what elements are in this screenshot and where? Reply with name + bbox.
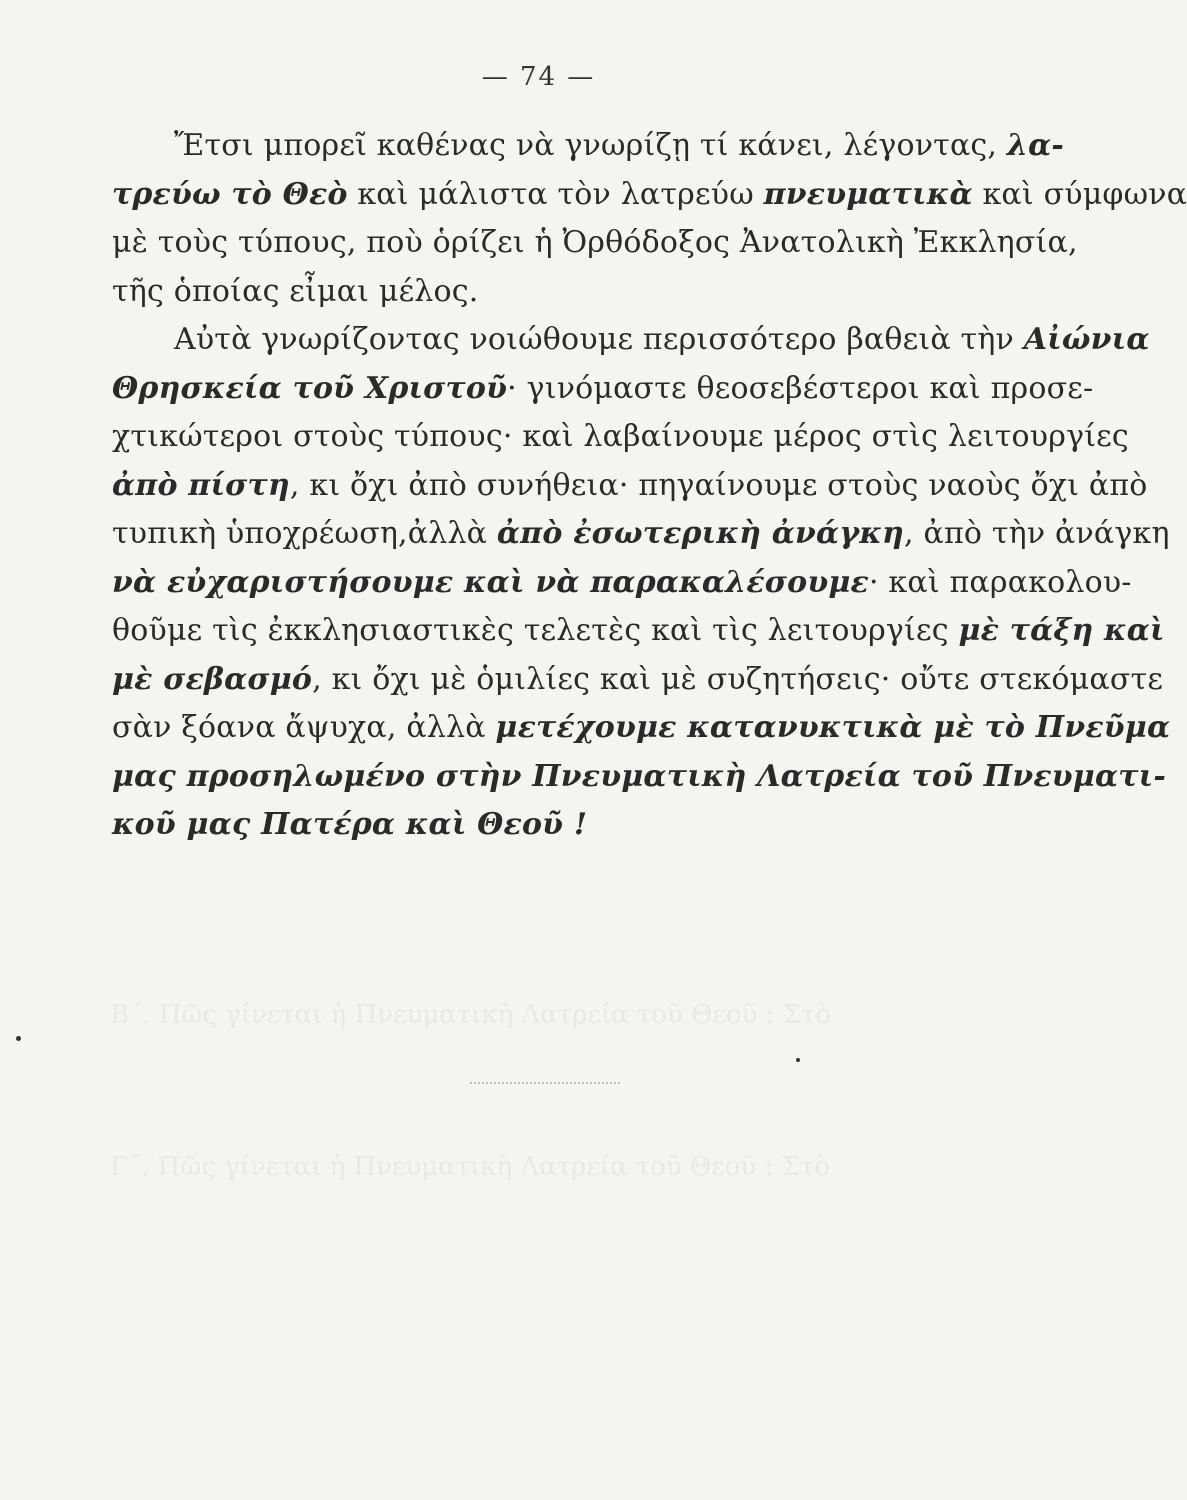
text-line: Ἔτσι μπορεῖ καθένας νὰ γνωρίζῃ τί κάνει, λέγοντας, λα- — [174, 128, 1065, 163]
text-line: τρεύω τὸ Θεὸ καὶ μάλιστα τὸν λατρεύω πνευματικὰ καὶ σύμφωνα — [112, 176, 1187, 212]
dotted-separator — [470, 1082, 620, 1084]
ink-speck — [796, 1058, 800, 1062]
text-line: θοῦμε τὶς ἐκκλησιαστικὲς τελετὲς καὶ τὶς λειτουργίες μὲ τάξη καὶ — [112, 613, 1165, 648]
text-line: ἀπὸ πίστη, κι ὄχι ἀπὸ συνήθεια· πηγαίνουμε στοὺς ναοὺς ὄχι ἀπὸ — [112, 467, 1148, 503]
text-line: Αὐτὰ γνωρίζοντας νοιώθουμε περισσότερο βαθειὰ τὴν Αἰώνια — [174, 322, 1150, 357]
text-line: τυπικὴ ὑποχρέωση,ἀλλὰ ἀπὸ ἐσωτερικὴ ἀνάγκη, ἀπὸ τὴν ἀνάγκη — [112, 516, 1170, 551]
text-line: κοῦ μας Πατέρα καὶ Θεοῦ ! — [112, 807, 588, 842]
bleed-through-text: Β΄. Πῶς γίνεται ἡ Πνευματικὴ Λατρεία τοῦ Θεοῦ : Στὸ — [110, 1000, 832, 1030]
text-line: τῆς ὁποίας εἶμαι μέλος. — [112, 273, 479, 309]
page-number: — 74 — — [481, 62, 596, 92]
body-text — [112, 122, 1187, 850]
text-line: σὰν ξόανα ἄψυχα, ἀλλὰ μετέχουμε κατανυκτικὰ μὲ τὸ Πνεῦμα — [112, 710, 1171, 745]
text-line: μὲ σεβασμό, κι ὄχι μὲ ὁμιλίες καὶ μὲ συζητήσεις· οὔτε στεκόμαστε — [112, 661, 1164, 697]
ink-speck — [16, 1036, 21, 1041]
text-line: νὰ εὐχαριστήσουμε καὶ νὰ παρακαλέσουμε· καὶ παρακολου- — [112, 564, 1132, 600]
text-line: Θρησκεία τοῦ Χριστοῦ· γινόμαστε θεοσεβέστεροι καὶ προσε- — [112, 370, 1094, 406]
text-line: μὲ τοὺς τύπους, ποὺ ὁρίζει ἡ Ὀρθόδοξος Ἀνατολικὴ Ἐκκλησία, — [112, 225, 1078, 260]
text-line: χτικώτεροι στοὺς τύπους· καὶ λαβαίνουμε μέρος στὶς λειτουργίες — [112, 419, 1129, 454]
bleed-through-text: Γ΄. Πῶς γίνεται ἡ Πνευματικὴ Λατρεία τοῦ Θεοῦ : Στὸ — [110, 1152, 830, 1182]
text-line: μας προσηλωμένο στὴν Πνευματικὴ Λατρεία τοῦ Πνευματι- — [112, 758, 1166, 794]
